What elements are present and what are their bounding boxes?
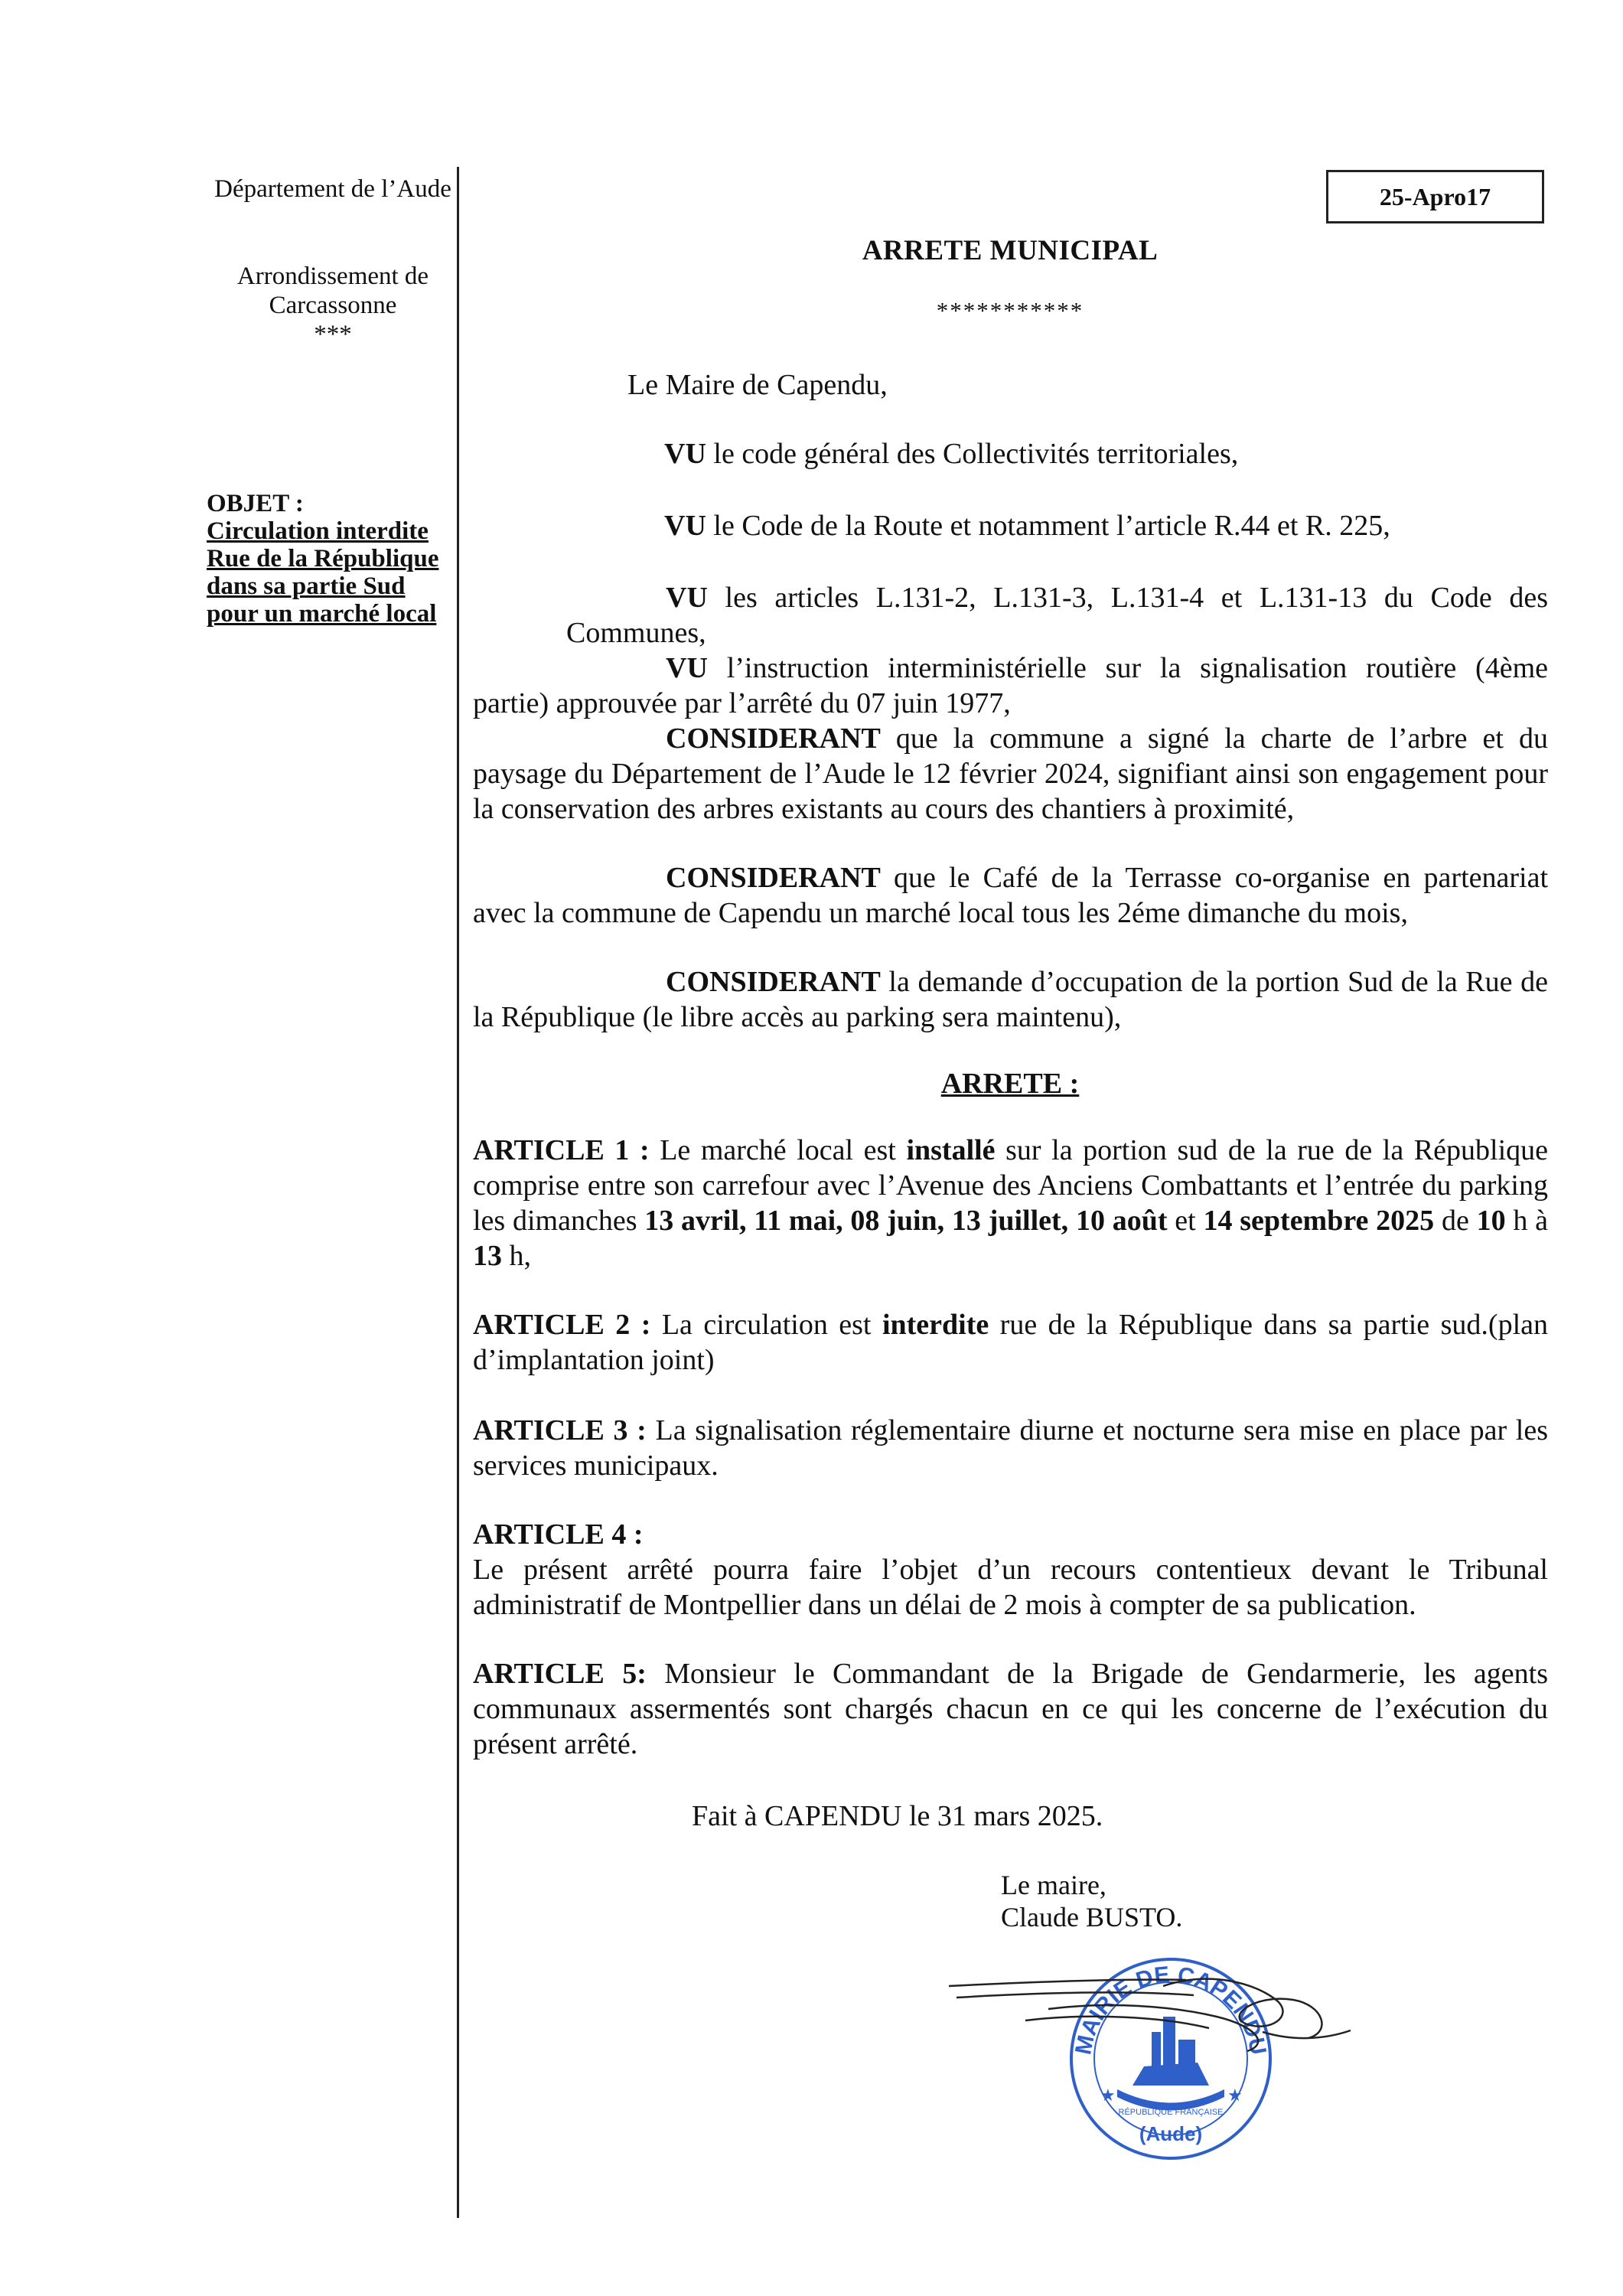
- considerant-text: que la commune a signé la charte de l’arbre et du paysage du Département de l’Aude le 12 février 2024, signifiant ainsi son engagement pour la conservation des arbres existants au cours des chantiers à proximité,: [473, 722, 1548, 825]
- vu-text: les articles L.131-2, L.131-3, L.131-4 et L.131-13 du Code des Communes,: [566, 582, 1548, 649]
- vu-keyword: VU: [664, 438, 706, 470]
- article-text: Le présent arrêté pourra faire l’objet d’un recours contentieux devant le Tribunal administratif de Montpellier dans un délai de 2 mois à compter de sa publication.: [473, 1554, 1548, 1621]
- article-emphasis: 13 avril, 11 mai, 08 juin, 13 juillet, 10 août: [644, 1205, 1168, 1237]
- svg-text:★: ★: [1227, 2086, 1243, 2105]
- article-3: [473, 1413, 1548, 1483]
- vu-paragraph: [566, 580, 1548, 651]
- arrete-heading: ARRETE :: [940, 1068, 1080, 1100]
- mayor-title: Le maire,: [1001, 1870, 1106, 1900]
- vu-keyword: VU: [664, 510, 706, 542]
- considerant-keyword: CONSIDERANT: [666, 722, 881, 755]
- article-text: Monsieur le Commandant de la Brigade de Gendarmerie, les agents communaux assermentés sont chargés chacun en ce qui les concerne de l’exécution du présent arrêté.: [473, 1658, 1548, 1760]
- considerant-paragraph: [473, 721, 1548, 827]
- reference-box: 25-Apro17: [1326, 170, 1544, 223]
- stamp-bottom-text: (Aude): [1139, 2122, 1203, 2145]
- article-text: de: [1434, 1205, 1477, 1237]
- vu-paragraph: [473, 436, 1548, 471]
- document-title: ARRETE MUNICIPAL: [862, 235, 1159, 266]
- vu-text: le Code de la Route et notamment l’article R.44 et R. 225,: [706, 510, 1390, 542]
- intro-line: Le Maire de Capendu,: [627, 369, 888, 401]
- objet-line: Circulation interdite: [207, 517, 429, 545]
- vu-paragraph: [473, 508, 1548, 543]
- article-emphasis: interdite: [882, 1309, 989, 1341]
- article-label: ARTICLE 1 :: [473, 1134, 650, 1166]
- article-label: ARTICLE 4 :: [473, 1518, 644, 1551]
- article-text: rue de la République dans sa partie sud.(plan d’implantation joint): [473, 1309, 1548, 1376]
- vu-paragraph: [473, 651, 1548, 721]
- article-emphasis: 14 septembre 2025: [1203, 1205, 1435, 1237]
- considerant-text: que le Café de la Terrasse co-organise en partenariat avec la commune de Capendu un marché local tous les 2éme dimanche du mois,: [473, 862, 1548, 929]
- svg-text:★: ★: [1100, 2086, 1116, 2105]
- article-4: [473, 1517, 1548, 1623]
- vu-text: le code général des Collectivités territoriales,: [706, 438, 1239, 470]
- article-text: h à: [1505, 1205, 1548, 1237]
- article-5: [473, 1656, 1548, 1762]
- article-label: ARTICLE 2 :: [473, 1309, 651, 1341]
- article-label: ARTICLE 5:: [473, 1658, 647, 1690]
- article-label: ARTICLE 3 :: [473, 1414, 647, 1446]
- mairie-stamp: [934, 1940, 1362, 2170]
- article-emphasis: 13: [473, 1240, 502, 1272]
- signature-date-line: Fait à CAPENDU le 31 mars 2025.: [692, 1800, 1103, 1832]
- arrondissement-mark: ***: [314, 321, 352, 348]
- department-label: Département de l’Aude: [214, 175, 451, 203]
- article-text: et: [1167, 1205, 1204, 1237]
- stamp-top-text: MAIRIE DE CAPENDU: [1071, 1962, 1271, 2057]
- objet-line: dans sa partie Sud: [207, 572, 406, 600]
- objet-label: OBJET :: [207, 490, 304, 517]
- title-stars: ***********: [936, 297, 1084, 324]
- objet-line: Rue de la République: [207, 545, 439, 572]
- arrondissement-block: [207, 262, 459, 349]
- margin-divider: [457, 167, 459, 2218]
- considerant-paragraph: [473, 860, 1548, 931]
- article-2: [473, 1307, 1548, 1378]
- article-text: h,: [502, 1240, 531, 1272]
- considerant-keyword: CONSIDERANT: [666, 862, 881, 894]
- objet-block: [207, 490, 459, 628]
- arrondissement-label: Arrondissement de Carcassonne: [236, 263, 429, 319]
- article-text: sur la portion sud de la rue de la République comprise entre son carrefour avec l’Avenue des Anciens Combattants et l’entrée du parking les dimanches: [473, 1134, 1548, 1237]
- vu-keyword: VU: [666, 582, 708, 614]
- considerant-keyword: CONSIDERANT: [666, 966, 881, 998]
- article-emphasis: 10: [1476, 1205, 1506, 1237]
- article-emphasis: installé: [906, 1134, 996, 1166]
- article-1: [473, 1133, 1548, 1274]
- considerant-paragraph: [473, 964, 1548, 1035]
- vu-keyword: VU: [666, 652, 708, 684]
- objet-line: pour un marché local: [207, 600, 437, 628]
- stamp-small-text: RÉPUBLIQUE FRANÇAISE: [1118, 2108, 1224, 2117]
- article-text: La circulation est: [650, 1309, 882, 1341]
- vu-text: l’instruction interministérielle sur la signalisation routière (4ème partie) approuvée par l’arrêté du 07 juin 1977,: [473, 652, 1548, 719]
- article-text: La signalisation réglementaire diurne et nocturne sera mise en place par les services municipaux.: [473, 1414, 1548, 1482]
- article-text: Le marché local est: [649, 1134, 907, 1166]
- mayor-name: Claude BUSTO.: [1001, 1902, 1183, 1932]
- considerant-text: la demande d’occupation de la portion Sud de la Rue de la République (le libre accès au parking sera maintenu),: [473, 966, 1548, 1033]
